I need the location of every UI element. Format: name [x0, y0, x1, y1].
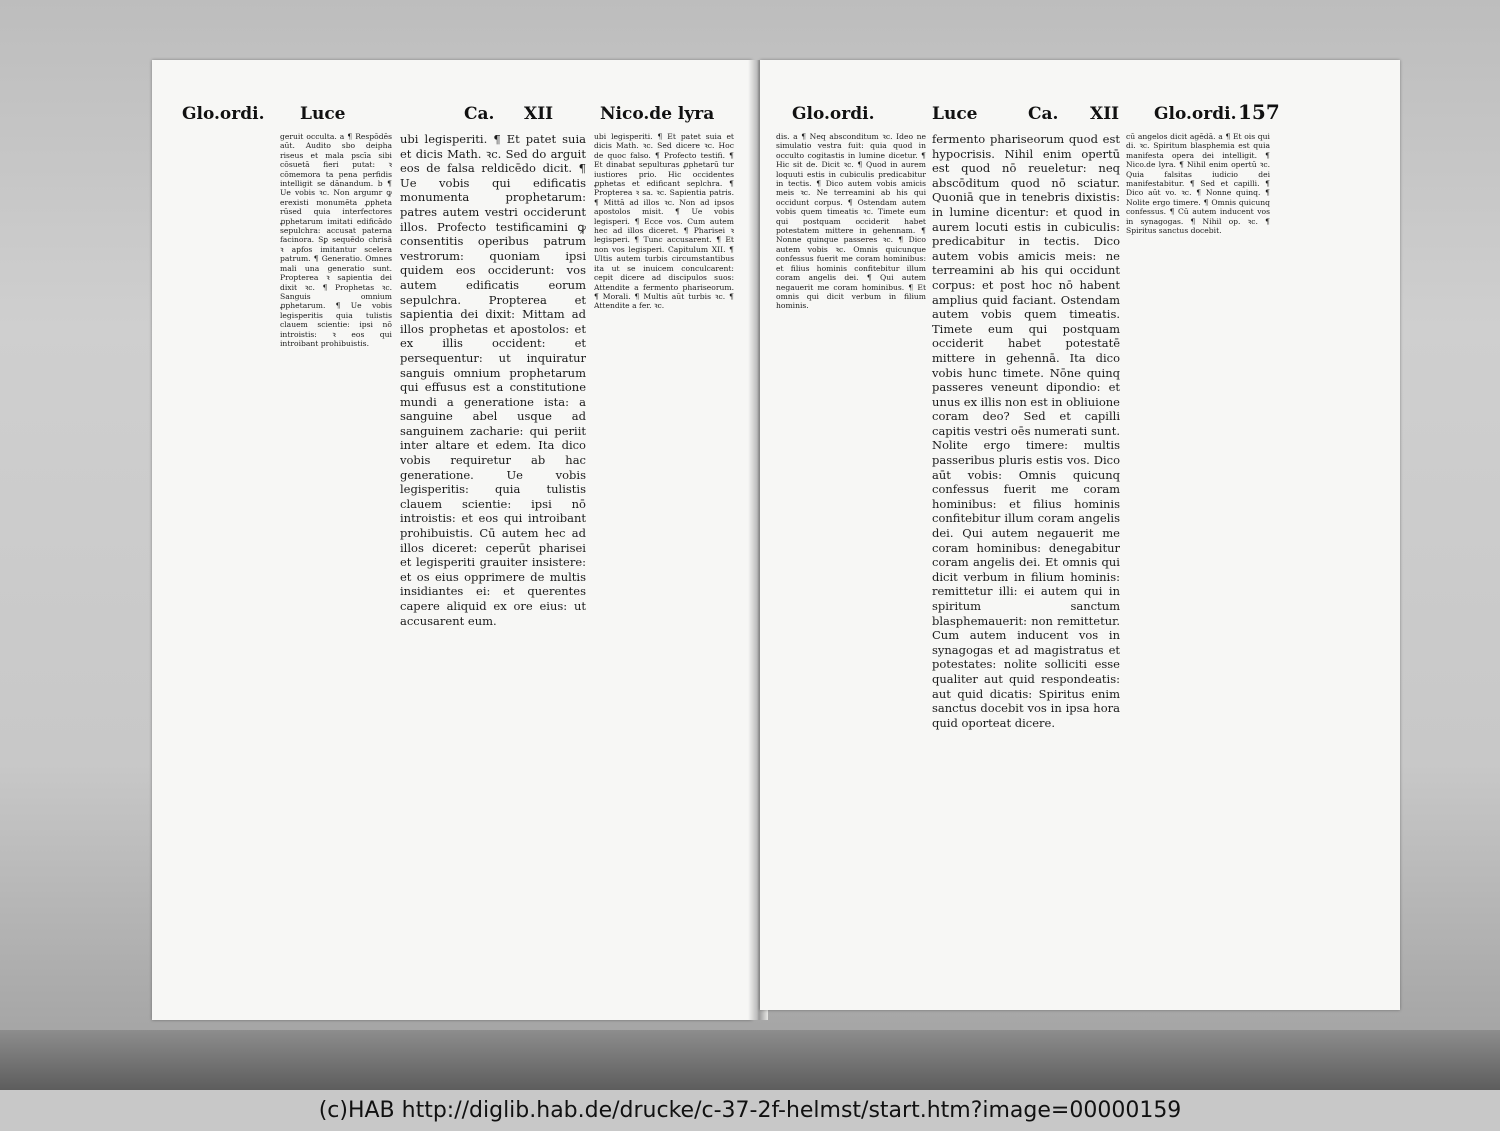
- right-lyra-column: [1126, 132, 1270, 912]
- running-head-ca: Ca.: [1028, 104, 1059, 124]
- running-head-chapter: XII: [524, 104, 554, 124]
- right-main-text-column: [932, 132, 1120, 912]
- right-main-text: fermento phariseorum quod est hypocrisis. Nihil enim opertū est quod nō reueletur: neq abscōditum quod nō sciatur. Quoniā que in tenebris dixistis: in lumine dicentur: et quod in aurem locuti estis in cubiculis: predicabitur in tectis. Dico autem vobis amicis meis: ne terreamini ab his qui occidunt corpus: et post hoc nō habent amplius quid faciant. Ostendam autem vobis quem timeatis. Timete eum qui postquam occiderit habet potestatē mittere in gehennā. Ita dico vobis hunc timete. Nōne quinq passeres veneunt dipondio: et unus ex illis non est in obliuione coram deo? Sed et capilli capitis vestri oēs numerati sunt. Nolite ergo timere: multis passeribus pluris estis vos. Dico aūt vobis: Omnis quicunq confessus fuerit me coram hominibus: et filius hominis confitebitur illum coram angelis dei. Qui autem negauerit me coram hominibus: denegabitur coram angelis dei. Et omnis qui dicit verbum in filium hominis: remittetur illi: ei autem qui in spiritum sanctum blasphemauerit: non remittetur. Cum autem inducent vos in synagogas et ad magistratus et potestates: nolite solliciti esse qualiter aut quid respondeatis: aut quid dicatis: Spiritus enim sanctus docebit vos in ipsa hora quid oporteat dicere.: [932, 132, 1120, 730]
- left-gloss-column: [280, 132, 392, 892]
- right-lyra-text: cū angelos dicit agēdā. a ¶ Et ois qui di. ꝛc. Spiritum blasphemia est quia manifesta opera dei intelligit. ¶ Nico.de lyra. ¶ Nihil enim opertū ꝛc. Quia falsitas iudicio dei manifestabitur. ¶ Sed et capilli. ¶ Dico aūt vo. ꝛc. ¶ Nonne quinq. ¶ Nolite ergo timere. ¶ Omnis quicunq confessus. ¶ Cū autem inducent vos in synagogas. ¶ Nihil op. ꝛc. ¶ Spiritus sanctus docebit.: [1126, 132, 1270, 236]
- running-head-gloss: Glo.ordi.: [182, 104, 265, 124]
- left-running-head: [152, 104, 752, 128]
- right-gloss-column: [776, 132, 926, 902]
- right-running-head: [760, 104, 1400, 128]
- left-gloss-text: geruit occulta. a ¶ Respōdēs aūt. Audito sbo deipha riseus et mala pscīa sibi cōsuetā fieri putat: ꝛ cōmemora ta pena perfidis intelligit se dānandum. b ¶ Ue vobis ꝛc. Non argumr ꝙ erexisti monumēta ꝓpheta rūsed quia interfectores ꝓphetarum imitati edificādo sepulchra: accusat paterna facinora. Sꝑ sequēdo chrisā ꝛ apfos imitantur scelera patrum. ¶ Generatio. Omnes mali una generatio sunt. Propterea ꝛ sapientia dei dixit ꝛc. ¶ Prophetas ꝛc. Sanguis omnium ꝓphetarum. ¶ Ue vobis legisperitis quia tulistis clauem scientie: ipsi nō introistis: ꝛ eos qui introibant prohibuistis.: [280, 132, 392, 348]
- running-head-lyra: Nico.de lyra: [600, 104, 715, 124]
- left-lyra-column: [594, 132, 734, 892]
- running-head-gloss-2: Glo.ordi.: [1154, 104, 1237, 124]
- folio-number: 157: [1238, 100, 1280, 124]
- left-page: [152, 60, 752, 1020]
- left-main-text-column: [400, 132, 586, 852]
- scan-bottom-edge: [0, 1030, 1500, 1090]
- right-gloss-text: dis. a ¶ Neq absconditum ꝛc. Ideo ne simulatio vestra fuit: quia quod in occulto cogitastis in lumine dicetur. ¶ Hic sit de. Dicit ꝛc. ¶ Quod in aurem loquuti estis in cubiculis predicabitur in tectis. ¶ Dico autem vobis amicis meis ꝛc. Ne terreamini ab his qui occidunt corpus. ¶ Ostendam autem vobis quem timeatis ꝛc. Timete eum qui postquam occiderit habet potestatem mittere in gehennam. ¶ Nonne quinque passeres ꝛc. ¶ Dico autem vobis ꝛc. Omnis quicunque confessus fuerit me coram hominibus: et filius hominis confitebitur illum coram angelis dei. ¶ Qui autem negauerit me coram hominibus. ¶ Et omnis qui dicit verbum in filium hominis.: [776, 132, 926, 311]
- left-lyra-text: ubi legisperiti. ¶ Et patet suia et dicis Math. ꝛc. Sed dicere ꝛc. Hoc de quoc falso. ¶ Profecto testifi. ¶ Et dinabat sepulturas ꝓphetarū tur iustiores prio. Hic occidentes ꝓphetas et edificant seplchra. ¶ Propterea ꝛ sa. ꝛc. Sapientia patris. ¶ Mittā ad illos ꝛc. Non ad ipsos apostolos misit. ¶ Ue vobis legisperi. ¶ Ecce vos. Cum autem hec ad illos diceret. ¶ Pharisei ꝛ legisperi. ¶ Tunc accusarent. ¶ Et non vos legisperi. Capitulum XII. ¶ Ultis autem turbis circumstantibus ita ut se inuicem conculcarent: cepit dicere ad discipulos suos: Attendite a fermento phariseorum. ¶ Morali. ¶ Multis aūt turbis ꝛc. ¶ Attendite a fer. ꝛc.: [594, 132, 734, 311]
- running-head-chapter: XII: [1090, 104, 1120, 124]
- running-head-book: Luce: [300, 104, 346, 124]
- left-main-text: ubi legisperiti. ¶ Et patet suia et dicis Math. ꝛc. Sed do arguit eos de falsa reldicēdo dicit. ¶ Ue vobis qui edificatis monumenta prophetarum: patres autem vestri occiderunt illos. Profecto testificamini ꝙ consentitis operibus patrum vestrorum: quoniam ipsi quidem eos occiderunt: vos autem edificatis eorum sepulchra. Propterea et sapientia dei dixit: Mittam ad illos prophetas et apostolos: et ex illis occident: et persequentur: ut inquiratur sanguis omnium prophetarum qui effusus est a constitutione mundi a generatione ista: a sanguine abel usque ad sanguinem zacharie: qui periit inter altare et edem. Ita dico vobis requiretur ab hac generatione. Ue vobis legisperitis: quia tulistis clauem scientie: ipsi nō introistis: et eos qui introibant prohibuistis. Cū autem hec ad illos diceret: ceperūt pharisei et legisperiti grauiter insistere: et os eius opprimere de multis insidiantes ei: et querentes capere aliquid ex ore eius: ut accusarent eum.: [400, 132, 586, 628]
- running-head-ca: Ca.: [464, 104, 495, 124]
- copyright-caption: (c)HAB http://diglib.hab.de/drucke/c-37-2f-helmst/start.htm?image=00000159: [0, 1090, 1500, 1131]
- running-head-book: Luce: [932, 104, 978, 124]
- running-head-gloss: Glo.ordi.: [792, 104, 875, 124]
- right-page: [760, 60, 1400, 1010]
